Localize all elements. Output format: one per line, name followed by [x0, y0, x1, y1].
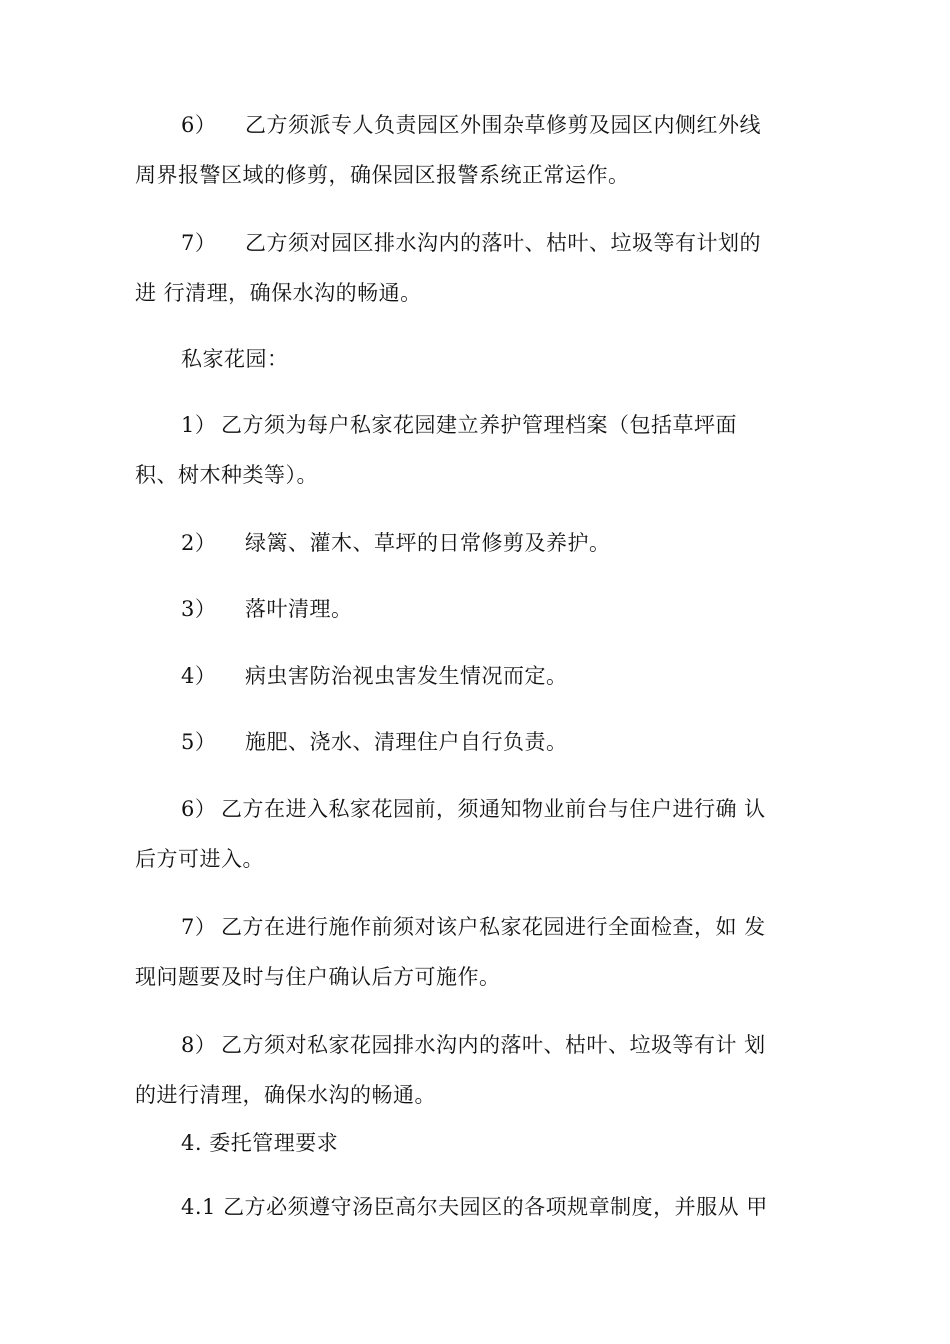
item-text-line1: 病虫害防治视虫害发生情况而定。	[245, 664, 568, 688]
paragraph-7	[135, 218, 825, 318]
section-title-private-garden: 私家花园：	[181, 347, 289, 371]
item-text-line2: 现问题要及时与住户确认后方可施作。	[135, 965, 501, 989]
item-text-line1: 绿篱、灌木、草坪的日常修剪及养护。	[245, 531, 611, 555]
item-number: 8）	[181, 1033, 217, 1057]
item-number: 7）	[181, 231, 217, 255]
item-number: 4）	[181, 664, 217, 688]
item-number: 5）	[181, 730, 217, 754]
section-heading-4: 4. 委托管理要求	[181, 1131, 339, 1155]
garden-item-7	[135, 902, 825, 1002]
item-number: 1）	[181, 413, 217, 437]
item-text-line1: 乙方在进入私家花园前，须通知物业前台与住户进行确 认	[221, 797, 766, 821]
item-number: 2）	[181, 531, 217, 555]
garden-item-3	[135, 584, 825, 634]
item-number: 3）	[181, 597, 217, 621]
item-text-line1: 乙方须派专人负责园区外围杂草修剪及园区内侧红外线	[245, 113, 761, 137]
item-text-line1: 落叶清理。	[245, 597, 353, 621]
item-number: 6）	[181, 113, 217, 137]
garden-item-2	[135, 518, 825, 568]
item-text-line2: 积、树木种类等）。	[135, 463, 318, 487]
paragraph-4-1: 4.1 乙方必须遵守汤臣高尔夫园区的各项规章制度，并服从 甲	[181, 1195, 768, 1219]
item-text-line1: 乙方须对私家花园排水沟内的落叶、枯叶、垃圾等有计 划	[221, 1033, 766, 1057]
item-text-line2: 进 行清理，确保水沟的畅通。	[135, 281, 422, 305]
item-number: 6）	[181, 797, 217, 821]
item-text-line1: 乙方在进行施作前须对该户私家花园进行全面检查，如 发	[221, 915, 766, 939]
item-text-line1: 乙方须对园区排水沟内的落叶、枯叶、垃圾等有计划的	[245, 231, 761, 255]
item-text-line2: 周界报警区域的修剪，确保园区报警系统正常运作。	[135, 163, 630, 187]
item-text-line2: 后方可进入。	[135, 847, 264, 871]
item-text-line2: 的进行清理，确保水沟的畅通。	[135, 1083, 436, 1107]
item-text-line1: 施肥、浇水、清理住户自行负责。	[245, 730, 568, 754]
item-text-line1: 乙方须为每户私家花园建立养护管理档案（包括草坪面	[221, 413, 737, 437]
garden-item-5	[135, 717, 825, 767]
garden-item-6	[135, 784, 825, 884]
item-number: 7）	[181, 915, 217, 939]
garden-item-4	[135, 651, 825, 701]
paragraph-6	[135, 100, 825, 200]
garden-item-1	[135, 400, 825, 500]
garden-item-8	[135, 1020, 825, 1120]
